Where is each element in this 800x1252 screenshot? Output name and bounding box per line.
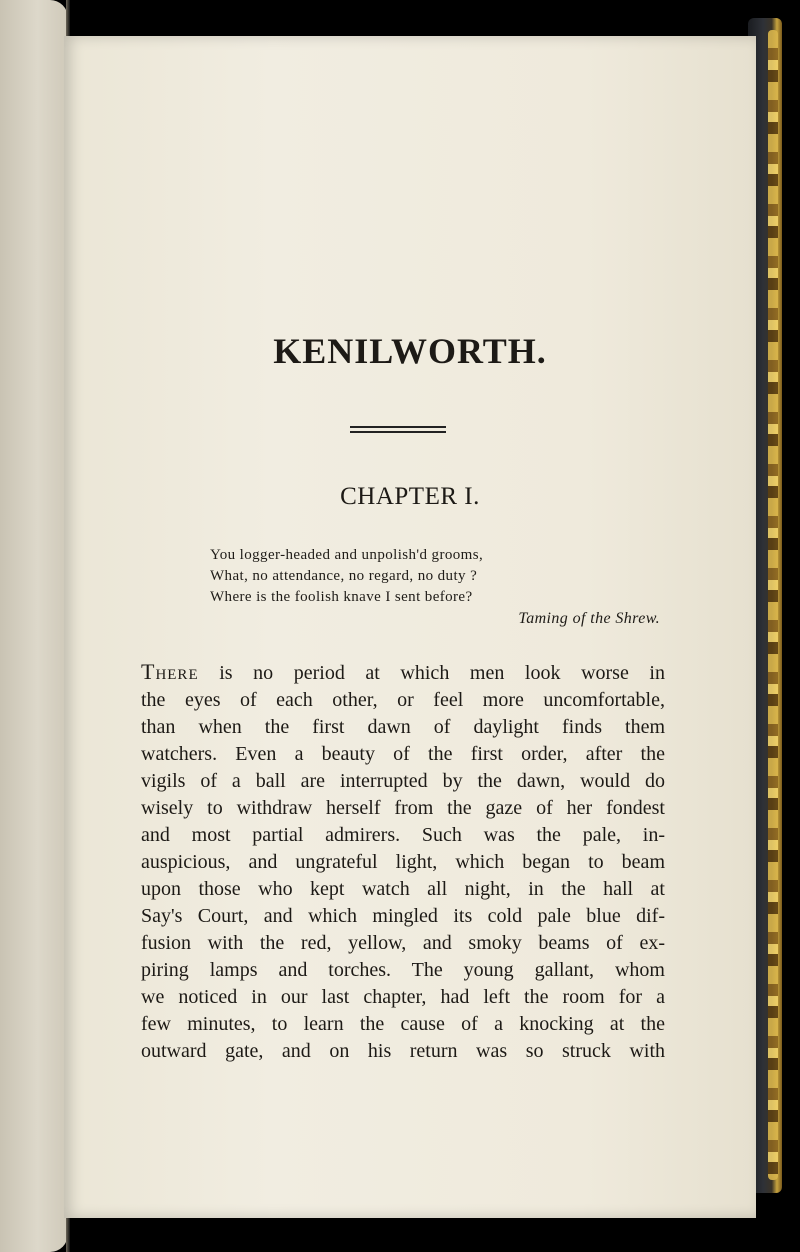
epigraph-source: Taming of the Shrew. (518, 610, 660, 627)
body-line: we noticed in our last chapter, had left the room for a (141, 986, 665, 1008)
title-rule (350, 426, 446, 433)
body-line: watchers. Even a beauty of the first order, after the (141, 743, 665, 765)
body-line: upon those who kept watch all night, in the hall at (141, 878, 665, 900)
opening-word: There (141, 659, 199, 684)
facing-page (0, 0, 68, 1252)
epigraph-line: Where is the foolish knave I sent before? (210, 589, 473, 605)
body-line: the eyes of each other, or feel more uncomfortable, (141, 689, 665, 711)
body-line: outward gate, and on his return was so struck with (141, 1040, 665, 1062)
body-text (141, 658, 665, 1065)
body-line: piring lamps and torches. The young gallant, whom (141, 959, 665, 981)
body-line: auspicious, and ungrateful light, which began to beam (141, 851, 665, 873)
body-line: Say's Court, and which mingled its cold pale blue dif- (141, 905, 665, 927)
chapter-heading: CHAPTER I. (340, 483, 480, 510)
opening-line-rest: is no period at which men look worse in (198, 662, 665, 684)
epigraph-line: You logger-headed and unpolish'd grooms, (210, 547, 484, 563)
epigraph (210, 545, 670, 629)
gilt-edge-decoration (768, 30, 778, 1180)
body-line: than when the first dawn of daylight finds them (141, 716, 665, 738)
body-line: wisely to withdraw herself from the gaze of her fondest (141, 797, 665, 819)
body-line: and most partial admirers. Such was the pale, in- (141, 824, 665, 846)
body-line: vigils of a ball are interrupted by the dawn, would do (141, 770, 665, 792)
body-line: few minutes, to learn the cause of a knocking at the (141, 1013, 665, 1035)
epigraph-line: What, no attendance, no regard, no duty ? (210, 568, 478, 584)
body-line (141, 658, 665, 687)
book-title: KENILWORTH. (273, 331, 547, 371)
body-line: fusion with the red, yellow, and smoky beams of ex- (141, 932, 665, 954)
